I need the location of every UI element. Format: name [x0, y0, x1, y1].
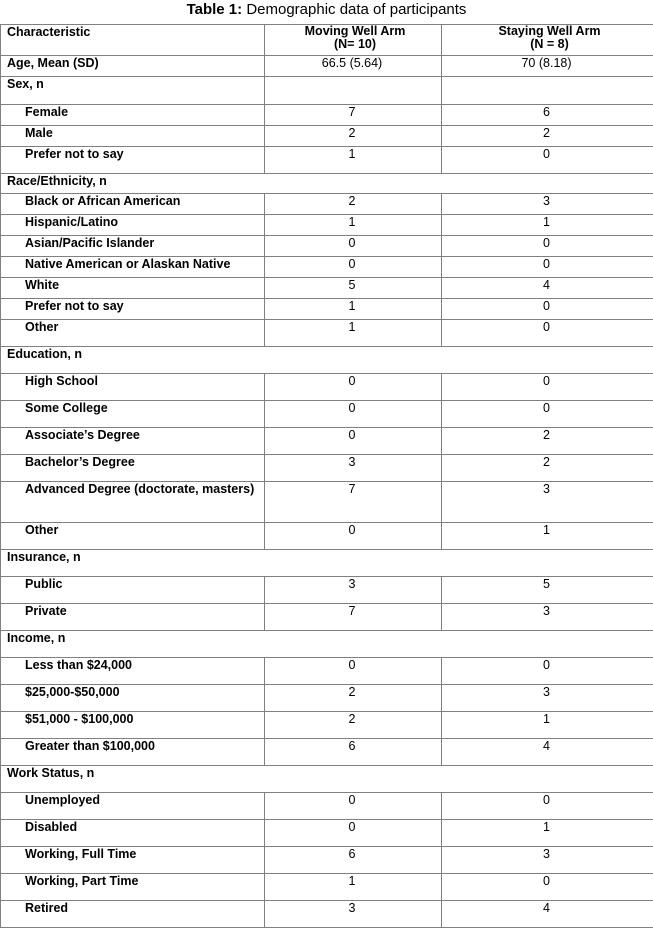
row-arm2-value: 4	[442, 901, 653, 928]
row-label: Other	[1, 523, 265, 550]
table-row	[1, 299, 653, 320]
table-row	[1, 604, 653, 631]
row-label: $51,000 - $100,000	[1, 712, 265, 739]
row-arm1-value: 0	[265, 374, 442, 401]
row-arm1-value: 0	[265, 523, 442, 550]
row-arm1-value: 2	[265, 194, 442, 215]
header-arm1-n: (N= 10)	[333, 37, 377, 51]
table-row	[1, 257, 653, 278]
row-label: Less than $24,000	[1, 658, 265, 685]
demographics-table	[0, 24, 653, 928]
row-arm1-value: 6	[265, 847, 442, 874]
table-row	[1, 105, 653, 126]
row-arm2-value: 0	[442, 658, 653, 685]
row-label: Male	[1, 126, 265, 147]
table-row	[1, 712, 653, 739]
table-row	[1, 685, 653, 712]
row-label: Prefer not to say	[1, 147, 265, 174]
row-arm2-value: 2	[442, 428, 653, 455]
row-label: Native American or Alaskan Native	[1, 257, 265, 278]
section-row	[1, 631, 653, 658]
row-label: Retired	[1, 901, 265, 928]
row-arm2-value: 3	[442, 604, 653, 631]
row-arm1-value: 1	[265, 874, 442, 901]
row-label: Private	[1, 604, 265, 631]
row-arm2-value: 0	[442, 299, 653, 320]
table-row	[1, 374, 653, 401]
row-arm2-value: 0	[442, 257, 653, 278]
table-row	[1, 428, 653, 455]
row-arm1-value: 2	[265, 126, 442, 147]
row-arm1-value: 0	[265, 236, 442, 257]
header-arm2	[442, 25, 653, 56]
row-arm2-value: 0	[442, 147, 653, 174]
row-arm1-value: 1	[265, 215, 442, 236]
row-arm2-value: 3	[442, 685, 653, 712]
row-arm1-value: 7	[265, 482, 442, 523]
row-arm2-value: 4	[442, 739, 653, 766]
row-label: Some College	[1, 401, 265, 428]
row-label: Unemployed	[1, 793, 265, 820]
row-arm2-value: 4	[442, 278, 653, 299]
table-caption	[0, 0, 653, 24]
table-row	[1, 320, 653, 347]
row-arm2-value: 6	[442, 105, 653, 126]
row-label: Female	[1, 105, 265, 126]
row-arm1-value: 0	[265, 820, 442, 847]
table-row	[1, 194, 653, 215]
section-row	[1, 77, 653, 105]
row-arm1-value: 0	[265, 401, 442, 428]
row-label: Hispanic/Latino	[1, 215, 265, 236]
section-row	[1, 766, 653, 793]
section-title: Education, n	[1, 347, 653, 374]
row-arm2-value: 0	[442, 320, 653, 347]
header-arm1-name: Moving Well Arm	[304, 24, 406, 38]
row-arm1-value: 2	[265, 685, 442, 712]
age-arm2: 70 (8.18)	[442, 56, 653, 77]
row-arm1-value: 1	[265, 147, 442, 174]
table-row	[1, 847, 653, 874]
table-row	[1, 236, 653, 257]
table-row	[1, 901, 653, 928]
section-title: Sex, n	[1, 77, 265, 105]
row-arm2-value: 3	[442, 482, 653, 523]
section-empty-cell	[265, 77, 442, 105]
row-arm2-value: 1	[442, 523, 653, 550]
row-arm2-value: 0	[442, 374, 653, 401]
section-row	[1, 347, 653, 374]
age-row	[1, 56, 653, 77]
row-arm1-value: 3	[265, 455, 442, 482]
row-label: Prefer not to say	[1, 299, 265, 320]
row-label: High School	[1, 374, 265, 401]
row-arm1-value: 1	[265, 299, 442, 320]
row-arm2-value: 2	[442, 126, 653, 147]
row-label: Working, Part Time	[1, 874, 265, 901]
table-row	[1, 793, 653, 820]
section-row	[1, 174, 653, 194]
row-arm2-value: 1	[442, 712, 653, 739]
row-label: Public	[1, 577, 265, 604]
table-row	[1, 658, 653, 685]
row-arm1-value: 6	[265, 739, 442, 766]
row-arm2-value: 3	[442, 847, 653, 874]
row-arm1-value: 0	[265, 428, 442, 455]
row-arm1-value: 0	[265, 793, 442, 820]
header-arm2-n: (N = 8)	[530, 37, 569, 51]
row-arm1-value: 7	[265, 604, 442, 631]
table-row	[1, 401, 653, 428]
table-row	[1, 455, 653, 482]
table-row	[1, 577, 653, 604]
row-label: Working, Full Time	[1, 847, 265, 874]
age-label: Age, Mean (SD)	[1, 56, 265, 77]
row-arm1-value: 7	[265, 105, 442, 126]
row-arm1-value: 3	[265, 577, 442, 604]
row-arm2-value: 0	[442, 793, 653, 820]
section-title: Insurance, n	[1, 550, 653, 577]
row-arm1-value: 1	[265, 320, 442, 347]
table-row	[1, 126, 653, 147]
section-title: Income, n	[1, 631, 653, 658]
row-label: Black or African American	[1, 194, 265, 215]
row-label: Associate’s Degree	[1, 428, 265, 455]
row-arm2-value: 3	[442, 194, 653, 215]
row-label: Disabled	[1, 820, 265, 847]
header-arm2-name: Staying Well Arm	[498, 24, 601, 38]
row-label: Advanced Degree (doctorate, masters)	[1, 482, 265, 523]
section-row	[1, 550, 653, 577]
row-arm1-value: 3	[265, 901, 442, 928]
row-arm2-value: 0	[442, 236, 653, 257]
row-label: Bachelor’s Degree	[1, 455, 265, 482]
header-characteristic: Characteristic	[1, 25, 265, 56]
row-arm2-value: 0	[442, 874, 653, 901]
table-caption-text: Demographic data of participants	[246, 1, 467, 18]
row-arm1-value: 2	[265, 712, 442, 739]
table-row	[1, 739, 653, 766]
row-arm2-value: 1	[442, 820, 653, 847]
table-row	[1, 523, 653, 550]
section-empty-cell	[442, 77, 653, 105]
section-title: Race/Ethnicity, n	[1, 174, 653, 194]
header-arm1	[265, 25, 442, 56]
table-row	[1, 147, 653, 174]
row-arm2-value: 2	[442, 455, 653, 482]
row-label: White	[1, 278, 265, 299]
row-label: Other	[1, 320, 265, 347]
table-row	[1, 874, 653, 901]
age-arm1: 66.5 (5.64)	[265, 56, 442, 77]
row-label: $25,000-$50,000	[1, 685, 265, 712]
row-arm2-value: 0	[442, 401, 653, 428]
header-row	[1, 25, 653, 56]
table-row	[1, 820, 653, 847]
row-arm1-value: 5	[265, 278, 442, 299]
row-arm1-value: 0	[265, 658, 442, 685]
section-title: Work Status, n	[1, 766, 653, 793]
table-caption-label: Table 1:	[186, 1, 243, 18]
row-label: Greater than $100,000	[1, 739, 265, 766]
row-arm2-value: 5	[442, 577, 653, 604]
row-arm1-value: 0	[265, 257, 442, 278]
row-label: Asian/Pacific Islander	[1, 236, 265, 257]
row-arm2-value: 1	[442, 215, 653, 236]
table-row	[1, 482, 653, 523]
table-row	[1, 278, 653, 299]
table-row	[1, 215, 653, 236]
